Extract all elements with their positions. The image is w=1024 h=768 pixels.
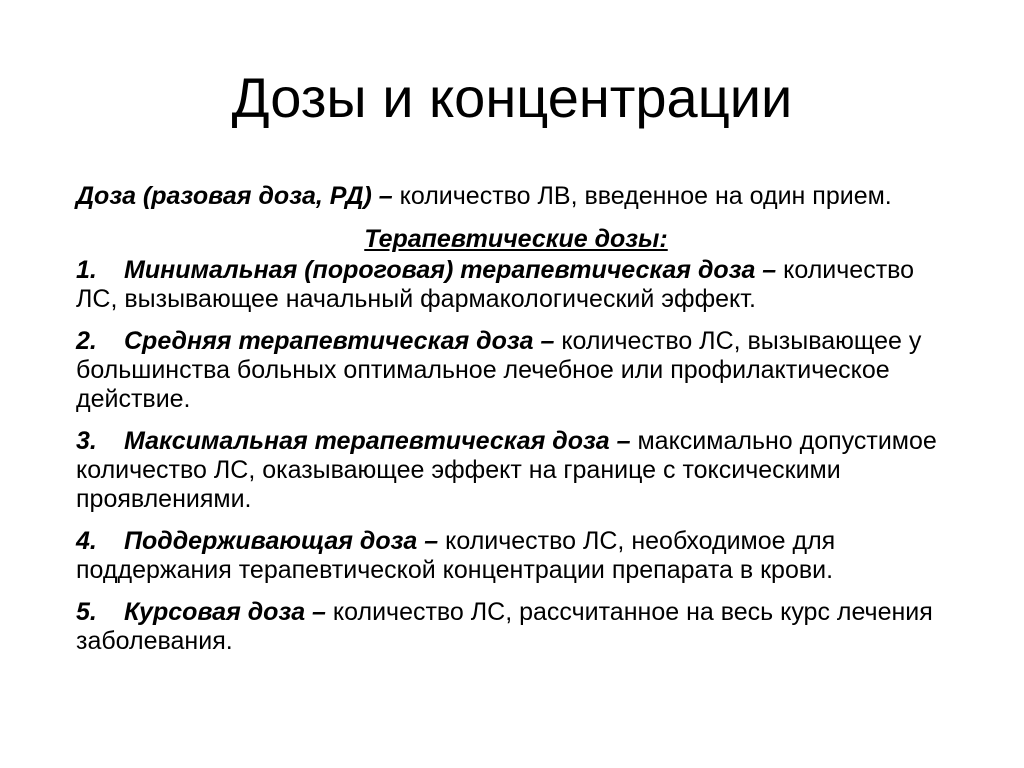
subheading: Терапевтические дозы: — [364, 225, 668, 253]
item-number: 5. — [76, 598, 97, 626]
item-text: количество ЛС, вызывающее у большинства больных оптимальное лечебное или профилактическое действие. — [76, 327, 922, 413]
list-item — [76, 427, 956, 514]
item-number: 4. — [76, 527, 97, 555]
intro-text: количество ЛВ, введенное на один прием. — [392, 182, 892, 210]
item-text: максимально допустимое количество ЛС, оказывающее эффект на границе с токсическими проявлениями. — [76, 427, 937, 513]
item-term: Курсовая доза – — [124, 598, 326, 626]
slide-title: Дозы и концентрации — [231, 66, 793, 129]
item-term: Средняя терапевтическая доза – — [124, 327, 555, 355]
item-number: 2. — [76, 327, 97, 355]
item-term: Поддерживающая доза – — [124, 527, 439, 555]
slide-content — [76, 182, 956, 669]
list-item — [76, 327, 956, 414]
list-item — [76, 256, 956, 314]
item-text: количество ЛС, вызывающее начальный фармакологический эффект. — [76, 256, 915, 313]
item-term: Минимальная (пороговая) терапевтическая доза – — [124, 256, 777, 284]
item-number: 3. — [76, 427, 97, 455]
item-text: количество ЛС, рассчитанное на весь курс лечения заболевания. — [76, 598, 933, 655]
list-item — [76, 598, 956, 656]
item-number: 1. — [76, 256, 97, 284]
item-term: Максимальная терапевтическая доза – — [124, 427, 631, 455]
list-item — [76, 527, 956, 585]
intro-paragraph — [76, 182, 956, 211]
item-text: количество ЛС, необходимое для поддержания терапевтической концентрации препарата в крови. — [76, 527, 836, 584]
intro-term: Доза (разовая доза, РД) – — [76, 182, 393, 210]
